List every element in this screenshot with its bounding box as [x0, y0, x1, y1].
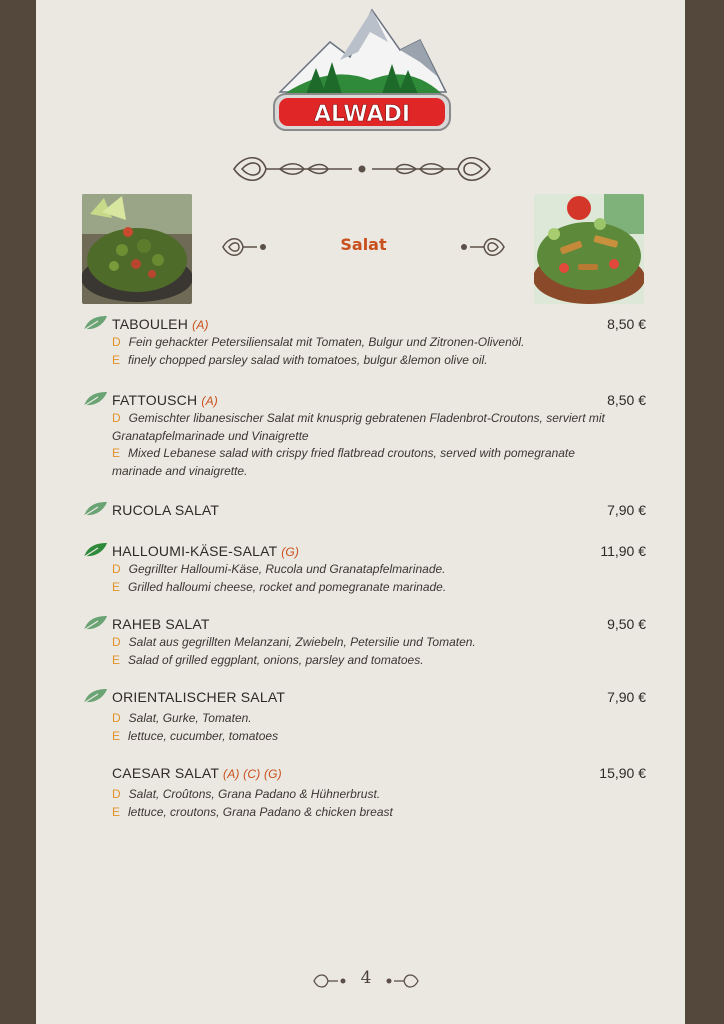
- description-de: D Salat, Gurke, Tomaten.: [112, 711, 252, 725]
- item-name: TABOULEH (A): [112, 316, 209, 332]
- item-name: CAESAR SALAT (A) (C) (G): [112, 765, 282, 781]
- footer-right-ornament-icon: [384, 970, 420, 992]
- lang-marker-de: D: [112, 411, 121, 425]
- allergen-codes: (A): [192, 318, 209, 332]
- description-en: E finely chopped parsley salad with tomatoes, bulgur &lemon olive oil.: [112, 352, 488, 367]
- description-en: E Mixed Lebanese salad with crispy fried flatbread croutons, served with pomegranate marinade and vinaigrette.: [112, 446, 575, 478]
- lang-marker-de: D: [112, 787, 121, 801]
- allergen-codes: (A) (C) (G): [223, 767, 282, 781]
- description-en: E Grilled halloumi cheese, rocket and pomegranate marinade.: [112, 579, 447, 594]
- fattousch-photo: [534, 194, 644, 304]
- item-price: 9,50 €: [607, 616, 646, 632]
- menu-page: [36, 0, 685, 1024]
- description-en: E Salad of grilled eggplant, onions, parsley and tomatoes.: [112, 652, 424, 667]
- right-ornament-icon: [456, 232, 506, 262]
- lang-marker-de: D: [112, 635, 121, 649]
- lang-marker-en: E: [112, 579, 121, 594]
- leaf-icon: [82, 314, 108, 332]
- description-de: D Salat aus gegrillten Melanzani, Zwiebeln, Petersilie und Tomaten.: [112, 635, 476, 649]
- leaf-icon: [82, 500, 108, 518]
- section-header: [221, 230, 506, 266]
- menu-item: [82, 614, 646, 669]
- description-en: E lettuce, cucumber, tomatoes: [112, 728, 279, 743]
- leaf-icon: [82, 390, 108, 408]
- lang-marker-en: E: [112, 728, 121, 743]
- item-price: 8,50 €: [607, 316, 646, 332]
- item-price: 11,90 €: [600, 543, 646, 559]
- item-name: ORIENTALISCHER SALAT: [112, 689, 286, 705]
- allergen-codes: (A): [201, 394, 218, 408]
- page-number: 4: [360, 968, 372, 988]
- description-de: D Salat, Croûtons, Grana Padano & Hühnerbrust.: [112, 787, 381, 801]
- alwadi-logo: [270, 2, 454, 134]
- item-price: 15,90 €: [599, 765, 646, 781]
- description-en: E lettuce, croutons, Grana Padano & chicken breast: [112, 804, 393, 819]
- tabouleh-photo: [82, 194, 192, 304]
- menu-item: [82, 314, 646, 369]
- menu-item: [82, 541, 646, 596]
- leaf-icon: [82, 541, 108, 559]
- menu-item: [82, 500, 646, 520]
- item-name: RUCOLA SALAT: [112, 502, 220, 518]
- item-price: 7,90 €: [607, 502, 646, 518]
- page-footer: [306, 964, 426, 998]
- menu-item: [82, 763, 646, 821]
- item-name: HALLOUMI-KÄSE-SALAT (G): [112, 543, 300, 559]
- leaf-icon: [82, 687, 108, 705]
- description-de: D Gegrillter Halloumi-Käse, Rucola und Granatapfelmarinade.: [112, 562, 446, 576]
- item-name: RAHEB SALAT: [112, 616, 210, 632]
- lang-marker-en: E: [112, 446, 121, 460]
- menu-item: [82, 687, 646, 745]
- lang-marker-de: D: [112, 562, 121, 576]
- lang-marker-en: E: [112, 652, 121, 667]
- item-price: 8,50 €: [607, 392, 646, 408]
- lang-marker-en: E: [112, 352, 121, 367]
- lang-marker-en: E: [112, 804, 121, 819]
- lang-marker-de: D: [112, 335, 121, 349]
- top-divider-ornament: [232, 148, 492, 190]
- item-price: 7,90 €: [607, 689, 646, 705]
- menu-item: [82, 390, 646, 480]
- description-de: D Fein gehackter Petersiliensalat mit Tomaten, Bulgur und Zitronen-Olivenöl.: [112, 335, 525, 349]
- allergen-codes: (G): [281, 545, 300, 559]
- description-de: D Gemischter libanesischer Salat mit knusprig gebratenen Fladenbrot-Croutons, serviert mit Granatapfelmarinade und Vinaigrette: [112, 411, 605, 443]
- item-name: FATTOUSCH (A): [112, 392, 218, 408]
- leaf-icon: [82, 614, 108, 632]
- lang-marker-de: D: [112, 711, 121, 725]
- section-title: Salat: [340, 235, 387, 254]
- brand-name: ALWADI: [313, 102, 411, 127]
